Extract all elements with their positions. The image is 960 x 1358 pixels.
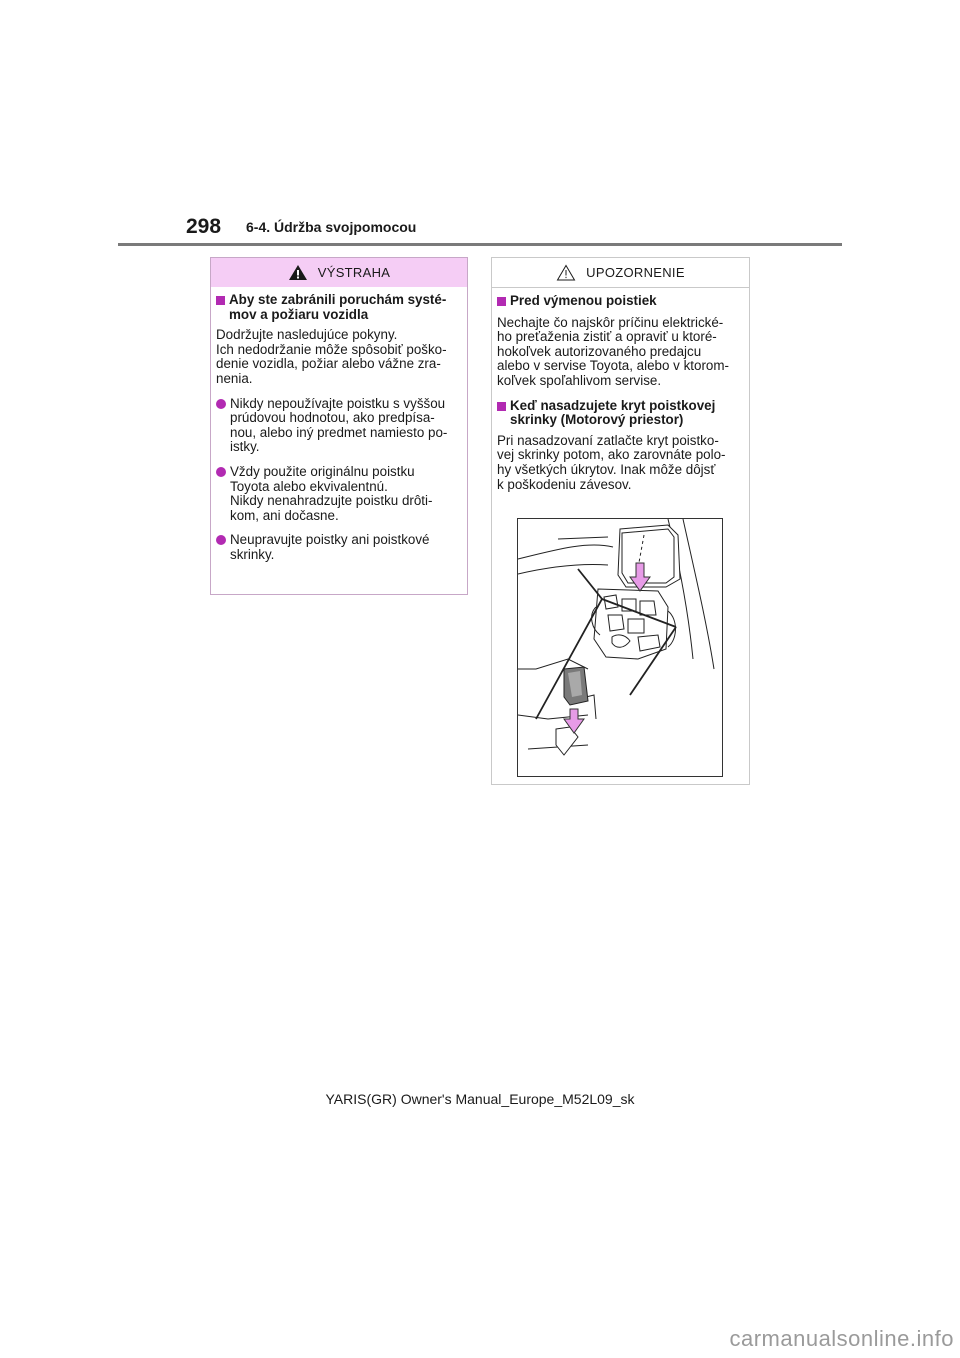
header-divider [118, 243, 842, 246]
square-bullet-icon [497, 297, 506, 306]
section-title: 6-4. Údržba svojpomocou [246, 219, 417, 235]
watermark: carmanualsonline.info [729, 1326, 954, 1351]
warning-bullet-text: Nikdy nepoužívajte poistku s vyššou prúdovou hodnotou, ako predpísa- nou, alebo iný predmet namiesto po- istky. [230, 395, 448, 455]
warning-header [211, 258, 467, 287]
warning-box [210, 257, 468, 595]
warning-subheading [216, 293, 462, 322]
warning-bullet [216, 465, 462, 523]
circle-bullet-icon [216, 467, 226, 477]
warning-triangle-icon [288, 264, 308, 281]
warning-title: VÝSTRAHA [317, 265, 391, 280]
footer-manual-id: YARIS(GR) Owner's Manual_Europe_M52L09_sk [325, 1091, 635, 1107]
caution-subheading-1 [497, 294, 744, 310]
page-number: 298 [186, 215, 222, 238]
caution-subheading-text: Keď nasadzujete kryt poistkovej skrinky (Motorový priestor) [510, 397, 716, 428]
fuse-box-illustration [517, 518, 723, 777]
caution-header [492, 258, 749, 288]
warning-subheading-text: Aby ste zabránili poruchám systé- mov a požiaru vozidla [229, 292, 447, 322]
caution-title: UPOZORNENIE [586, 265, 685, 280]
warning-bullet-text: Vždy použite originálnu poistku Toyota alebo ekvivalentnú. Nikdy nenahradzujte poistku drôti- kom, ani dočasne. [230, 463, 433, 523]
square-bullet-icon [497, 402, 506, 411]
caution-paragraph-1: Nechajte čo najskôr príčinu elektrické- ho preťaženia zistiť a opraviť u ktoré- hokoľvek autorizovaného predajcu alebo v servise Toyota, alebo v ktorom- koľvek spoľahlivom servise. [497, 314, 729, 388]
fuse-box-drawing [518, 519, 722, 776]
caution-triangle-icon [556, 264, 576, 281]
caution-subheading-2 [497, 399, 744, 428]
warning-bullet-text: Neupravujte poistky ani poistkové skrinky. [230, 532, 430, 562]
warning-bullet [216, 533, 462, 562]
square-bullet-icon [216, 296, 225, 305]
warning-intro: Dodržujte nasledujúce pokyny. Ich nedodržanie môže spôsobiť poško- denie vozidla, požiar alebo vážne zra- nenia. [216, 327, 447, 386]
circle-bullet-icon [216, 535, 226, 545]
caution-paragraph-2: Pri nasadzovaní zatlačte kryt poistko- vej skrinky potom, ako zarovnáte polo- hy všetkých úkrytov. Inak môže dôjsť k poškodeniu závesov. [497, 432, 726, 492]
warning-bullet [216, 397, 462, 455]
caution-subheading-text: Pred výmenou poistiek [510, 293, 657, 308]
circle-bullet-icon [216, 399, 226, 409]
